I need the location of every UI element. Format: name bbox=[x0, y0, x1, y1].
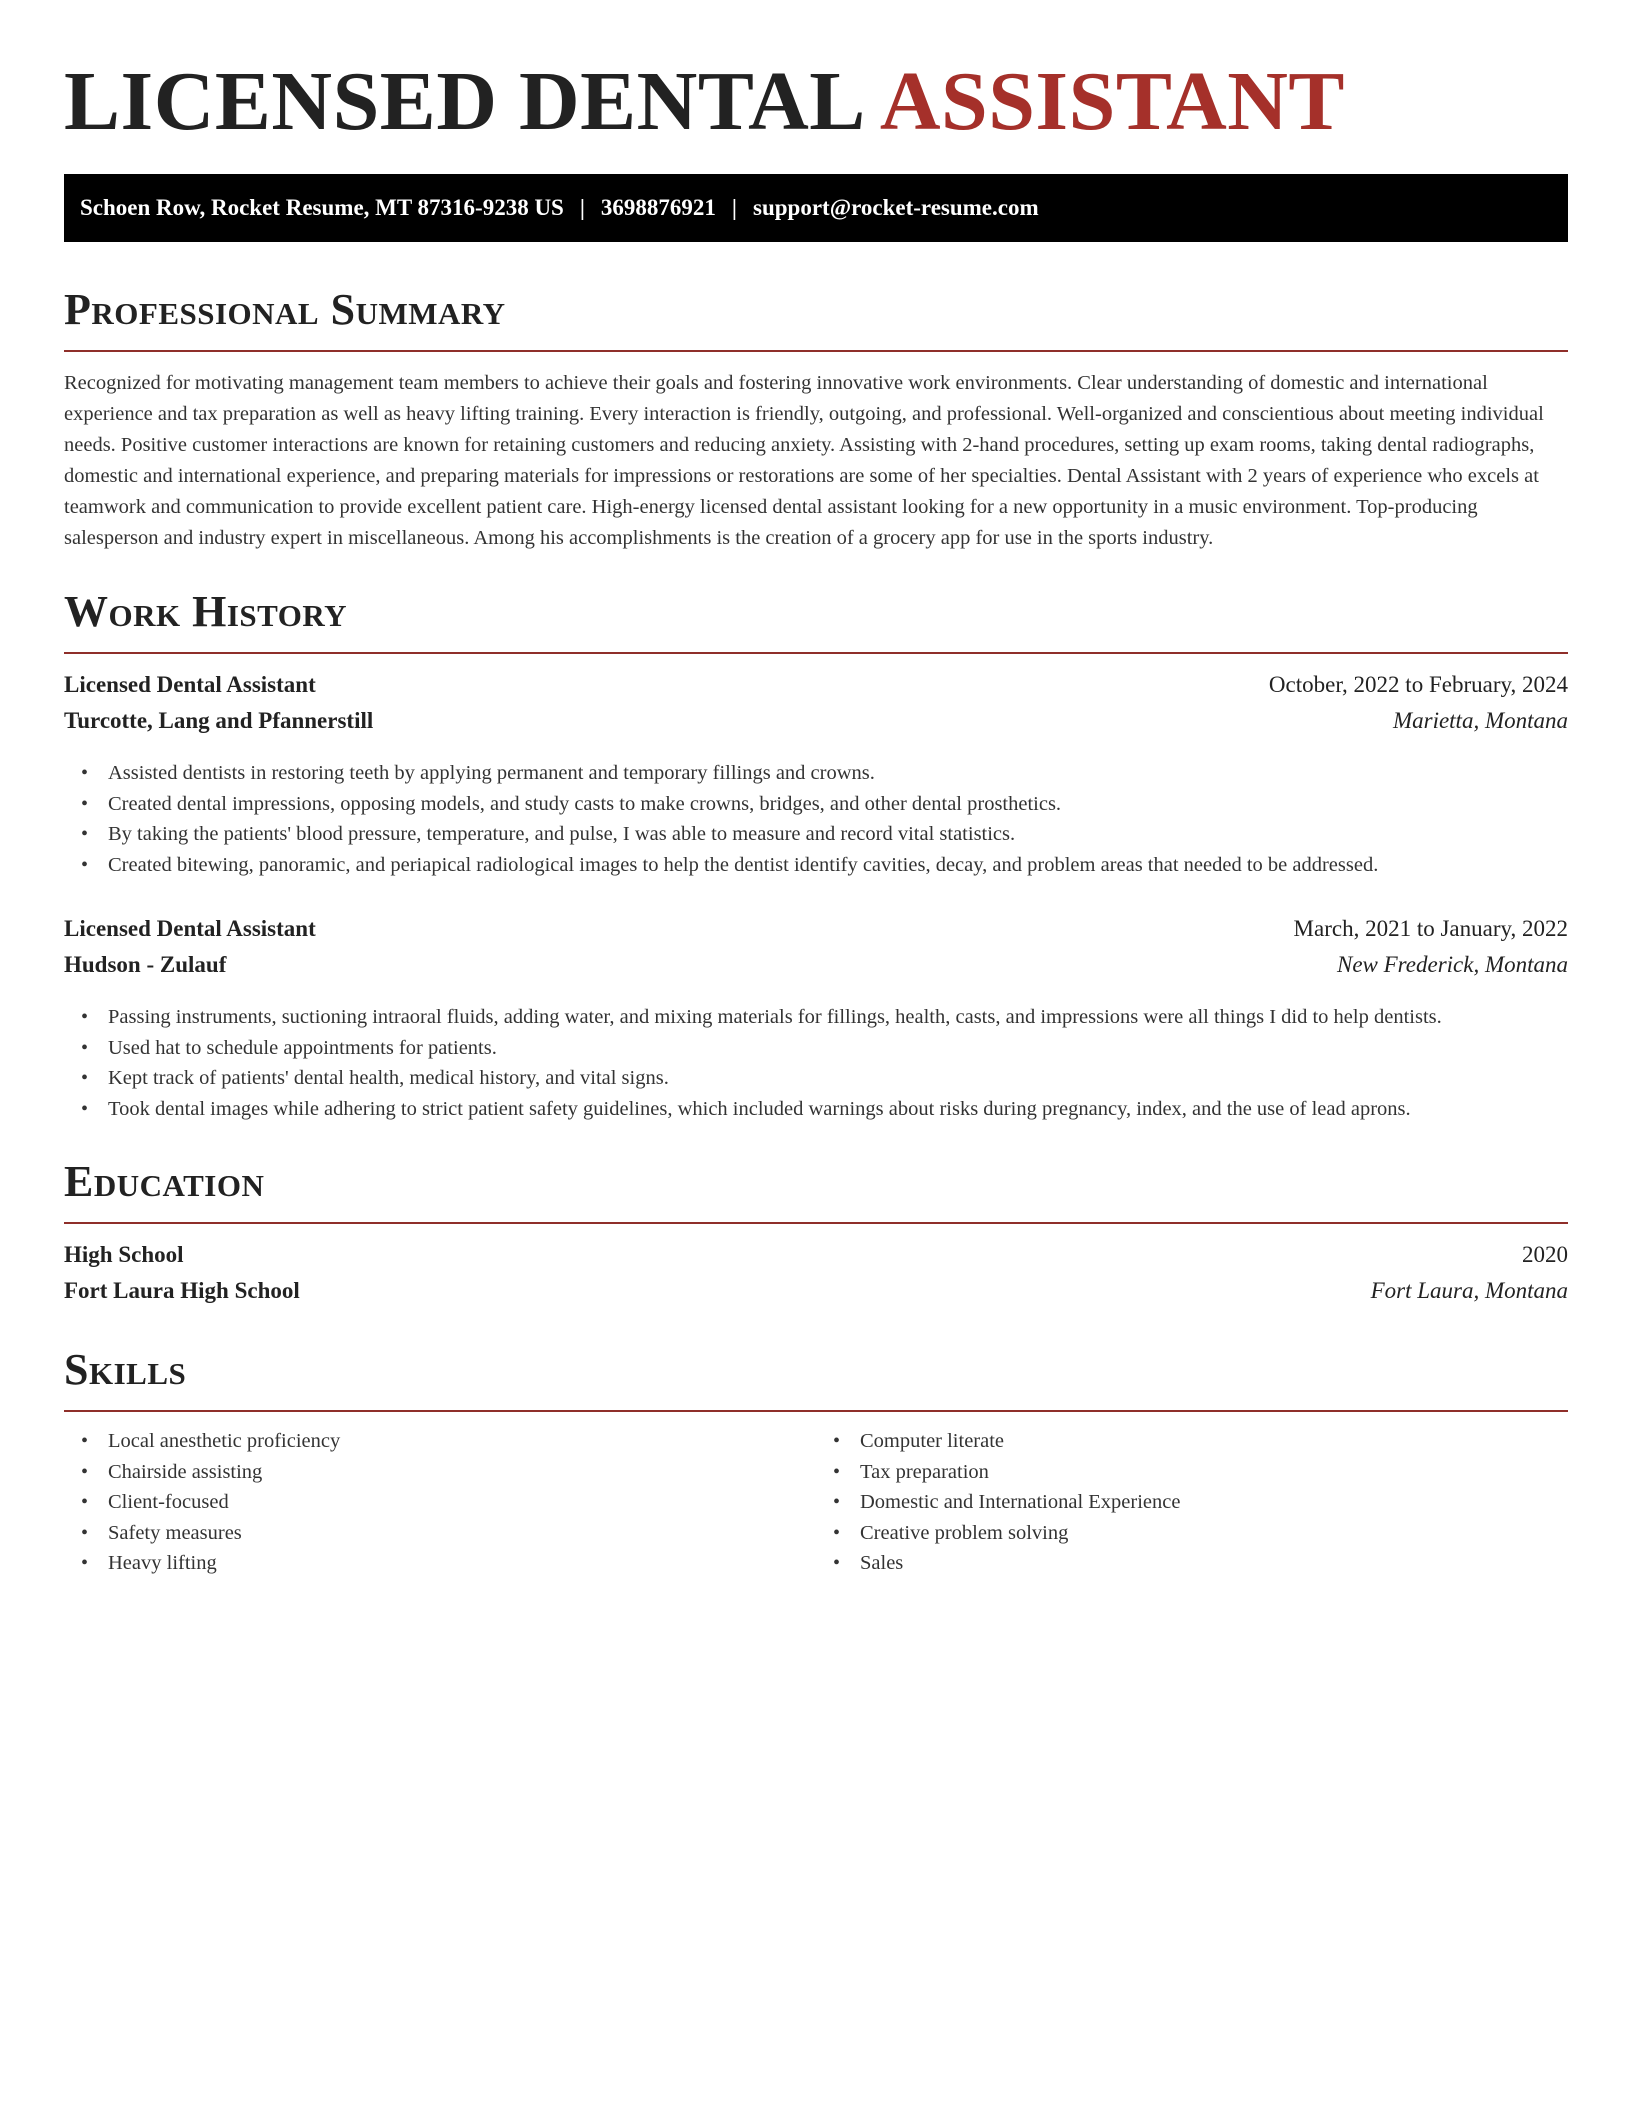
job-bullet-text: Created bitewing, panoramic, and periapical radiological images to help the dentist identify cavities, decay, and problem areas that needed to be addressed. bbox=[108, 853, 1379, 876]
resume-name bbox=[64, 54, 1568, 150]
education-location: Fort Laura, Montana bbox=[1370, 1278, 1568, 1303]
list-item bbox=[64, 789, 1568, 820]
section-title-skills: Skills bbox=[64, 1345, 187, 1394]
bullet-icon: • bbox=[81, 1097, 89, 1120]
job-entry bbox=[64, 672, 1568, 880]
section-divider bbox=[64, 652, 1568, 654]
job-bullet-text: Kept track of patients' dental health, medical history, and vital signs. bbox=[108, 1067, 669, 1089]
skills-section bbox=[64, 1344, 1568, 1579]
bullet-icon: • bbox=[833, 1491, 841, 1513]
education-section bbox=[64, 1156, 1568, 1314]
job-company-row bbox=[64, 952, 1568, 988]
job-bullet-text: Used hat to schedule appointments for patients. bbox=[108, 1036, 497, 1059]
education-degree: High School bbox=[64, 1242, 184, 1267]
skill-text: Creative problem solving bbox=[860, 1521, 1069, 1544]
job-bullet-text: Passing instruments, suctioning intraoral fluids, adding water, and mixing materials for fillings, health, casts, and impressions were all things I did to help dentists. bbox=[108, 1006, 1442, 1028]
job-dates: March, 2021 to January, 2022 bbox=[1293, 916, 1568, 941]
section-divider bbox=[64, 1410, 1568, 1412]
job-bullet-text: Took dental images while adhering to strict patient safety guidelines, which included warnings about risks during pregnancy, index, and the use of lead aprons. bbox=[108, 1097, 1411, 1120]
education-school: Fort Laura High School bbox=[64, 1278, 300, 1303]
work-history-section bbox=[64, 586, 1568, 1124]
section-divider bbox=[64, 350, 1568, 352]
list-item bbox=[64, 1094, 1568, 1125]
job-dates: October, 2022 to February, 2024 bbox=[1268, 672, 1568, 697]
bullet-icon: • bbox=[81, 1491, 89, 1513]
skills-list bbox=[64, 1426, 816, 1579]
name-first-part: LICENSED DENTAL bbox=[64, 55, 866, 148]
job-role: Licensed Dental Assistant bbox=[64, 916, 316, 941]
list-item bbox=[64, 1457, 816, 1488]
list-item bbox=[64, 819, 1568, 850]
skill-text: Domestic and International Experience bbox=[860, 1491, 1181, 1513]
job-location: New Frederick, Montana bbox=[1336, 952, 1568, 977]
job-entry bbox=[64, 916, 1568, 1124]
name-accent-part: ASSISTANT bbox=[879, 55, 1345, 148]
contact-address: Schoen Row, Rocket Resume, MT 87316-9238 US bbox=[80, 195, 564, 220]
job-bullet-text: Assisted dentists in restoring teeth by applying permanent and temporary fillings and crowns. bbox=[108, 762, 875, 784]
list-item bbox=[64, 1426, 816, 1457]
skill-text: Safety measures bbox=[108, 1521, 242, 1544]
job-header-row bbox=[64, 916, 1568, 952]
list-item bbox=[816, 1548, 1568, 1579]
bullet-icon: • bbox=[81, 1067, 89, 1089]
list-item bbox=[64, 1487, 816, 1518]
bullet-icon: • bbox=[81, 1006, 89, 1028]
skill-text: Local anesthetic proficiency bbox=[108, 1430, 341, 1452]
contact-separator: | bbox=[731, 195, 737, 220]
skills-columns bbox=[64, 1426, 1568, 1579]
skill-text: Heavy lifting bbox=[108, 1552, 217, 1574]
summary-section bbox=[64, 284, 1568, 554]
list-item bbox=[816, 1518, 1568, 1549]
bullet-icon: • bbox=[81, 762, 89, 784]
skill-text: Tax preparation bbox=[860, 1460, 989, 1483]
job-bullet-text: Created dental impressions, opposing models, and study casts to make crowns, bridges, and other dental prosthetics. bbox=[108, 792, 1062, 815]
bullet-icon: • bbox=[833, 1460, 841, 1483]
summary-text: Recognized for motivating management team members to achieve their goals and fostering innovative work environments. Clear understanding of domestic and international experience and tax preparation as well as heavy lifting training. Every interaction is friendly, outgoing, and professional. Well-organized and conscientious about meeting individual needs. Positive customer interactions are known for retaining customers and reducing anxiety. Assisting with 2-hand procedures, setting up exam rooms, taking dental radiographs, domestic and international experience, and preparing materials for impressions or restorations are some of her specialties. Dental Assistant with 2 years of experience who excels at teamwork and communication to provide excellent patient care. High-energy licensed dental assistant looking for a new opportunity in a music environment. Top-producing salesperson and industry expert in miscellaneous. Among his accomplishments is the creation of a grocery app for use in the sports industry. bbox=[64, 372, 1544, 549]
skills-column-right bbox=[816, 1426, 1568, 1579]
list-item bbox=[64, 758, 1568, 789]
section-title-education: Education bbox=[64, 1157, 265, 1206]
skill-text: Computer literate bbox=[860, 1430, 1005, 1452]
contact-email: support@rocket-resume.com bbox=[753, 195, 1039, 220]
job-bullets bbox=[64, 1002, 1568, 1124]
bullet-icon: • bbox=[81, 1036, 89, 1059]
list-item bbox=[816, 1487, 1568, 1518]
job-role: Licensed Dental Assistant bbox=[64, 672, 316, 697]
education-year: 2020 bbox=[1522, 1242, 1568, 1267]
list-item bbox=[64, 850, 1568, 881]
skill-text: Chairside assisting bbox=[108, 1460, 263, 1483]
education-entry bbox=[64, 1242, 1568, 1314]
bullet-icon: • bbox=[81, 792, 89, 815]
list-item bbox=[816, 1457, 1568, 1488]
contact-phone: 3698876921 bbox=[600, 195, 716, 220]
section-title-summary: Professional Summary bbox=[64, 285, 506, 334]
bullet-icon: • bbox=[833, 1430, 841, 1452]
bullet-icon: • bbox=[81, 1460, 89, 1483]
list-item bbox=[64, 1518, 816, 1549]
bullet-icon: • bbox=[833, 1552, 841, 1574]
list-item bbox=[64, 1033, 1568, 1064]
bullet-icon: • bbox=[81, 853, 89, 876]
contact-bar bbox=[64, 174, 1568, 242]
skill-text: Client-focused bbox=[108, 1491, 229, 1513]
bullet-icon: • bbox=[81, 1430, 89, 1452]
job-location: Marietta, Montana bbox=[1392, 708, 1568, 733]
list-item bbox=[64, 1002, 1568, 1033]
job-company: Hudson - Zulauf bbox=[64, 952, 227, 977]
list-item bbox=[816, 1426, 1568, 1457]
job-bullet-text: By taking the patients' blood pressure, temperature, and pulse, I was able to measure and record vital statistics. bbox=[108, 823, 1016, 845]
job-company: Turcotte, Lang and Pfannerstill bbox=[64, 708, 374, 733]
bullet-icon: • bbox=[81, 1552, 89, 1574]
skills-list bbox=[816, 1426, 1568, 1579]
list-item bbox=[64, 1063, 1568, 1094]
job-company-row bbox=[64, 708, 1568, 744]
education-school-row bbox=[64, 1278, 1568, 1314]
job-bullets bbox=[64, 758, 1568, 880]
skill-text: Sales bbox=[860, 1552, 904, 1574]
section-divider bbox=[64, 1222, 1568, 1224]
job-header-row bbox=[64, 672, 1568, 708]
bullet-icon: • bbox=[833, 1521, 841, 1544]
bullet-icon: • bbox=[81, 1521, 89, 1544]
contact-separator: | bbox=[579, 195, 585, 220]
section-title-work-history: Work History bbox=[64, 587, 348, 636]
skills-column-left bbox=[64, 1426, 816, 1579]
education-header-row bbox=[64, 1242, 1568, 1278]
list-item bbox=[64, 1548, 816, 1579]
bullet-icon: • bbox=[81, 823, 89, 845]
